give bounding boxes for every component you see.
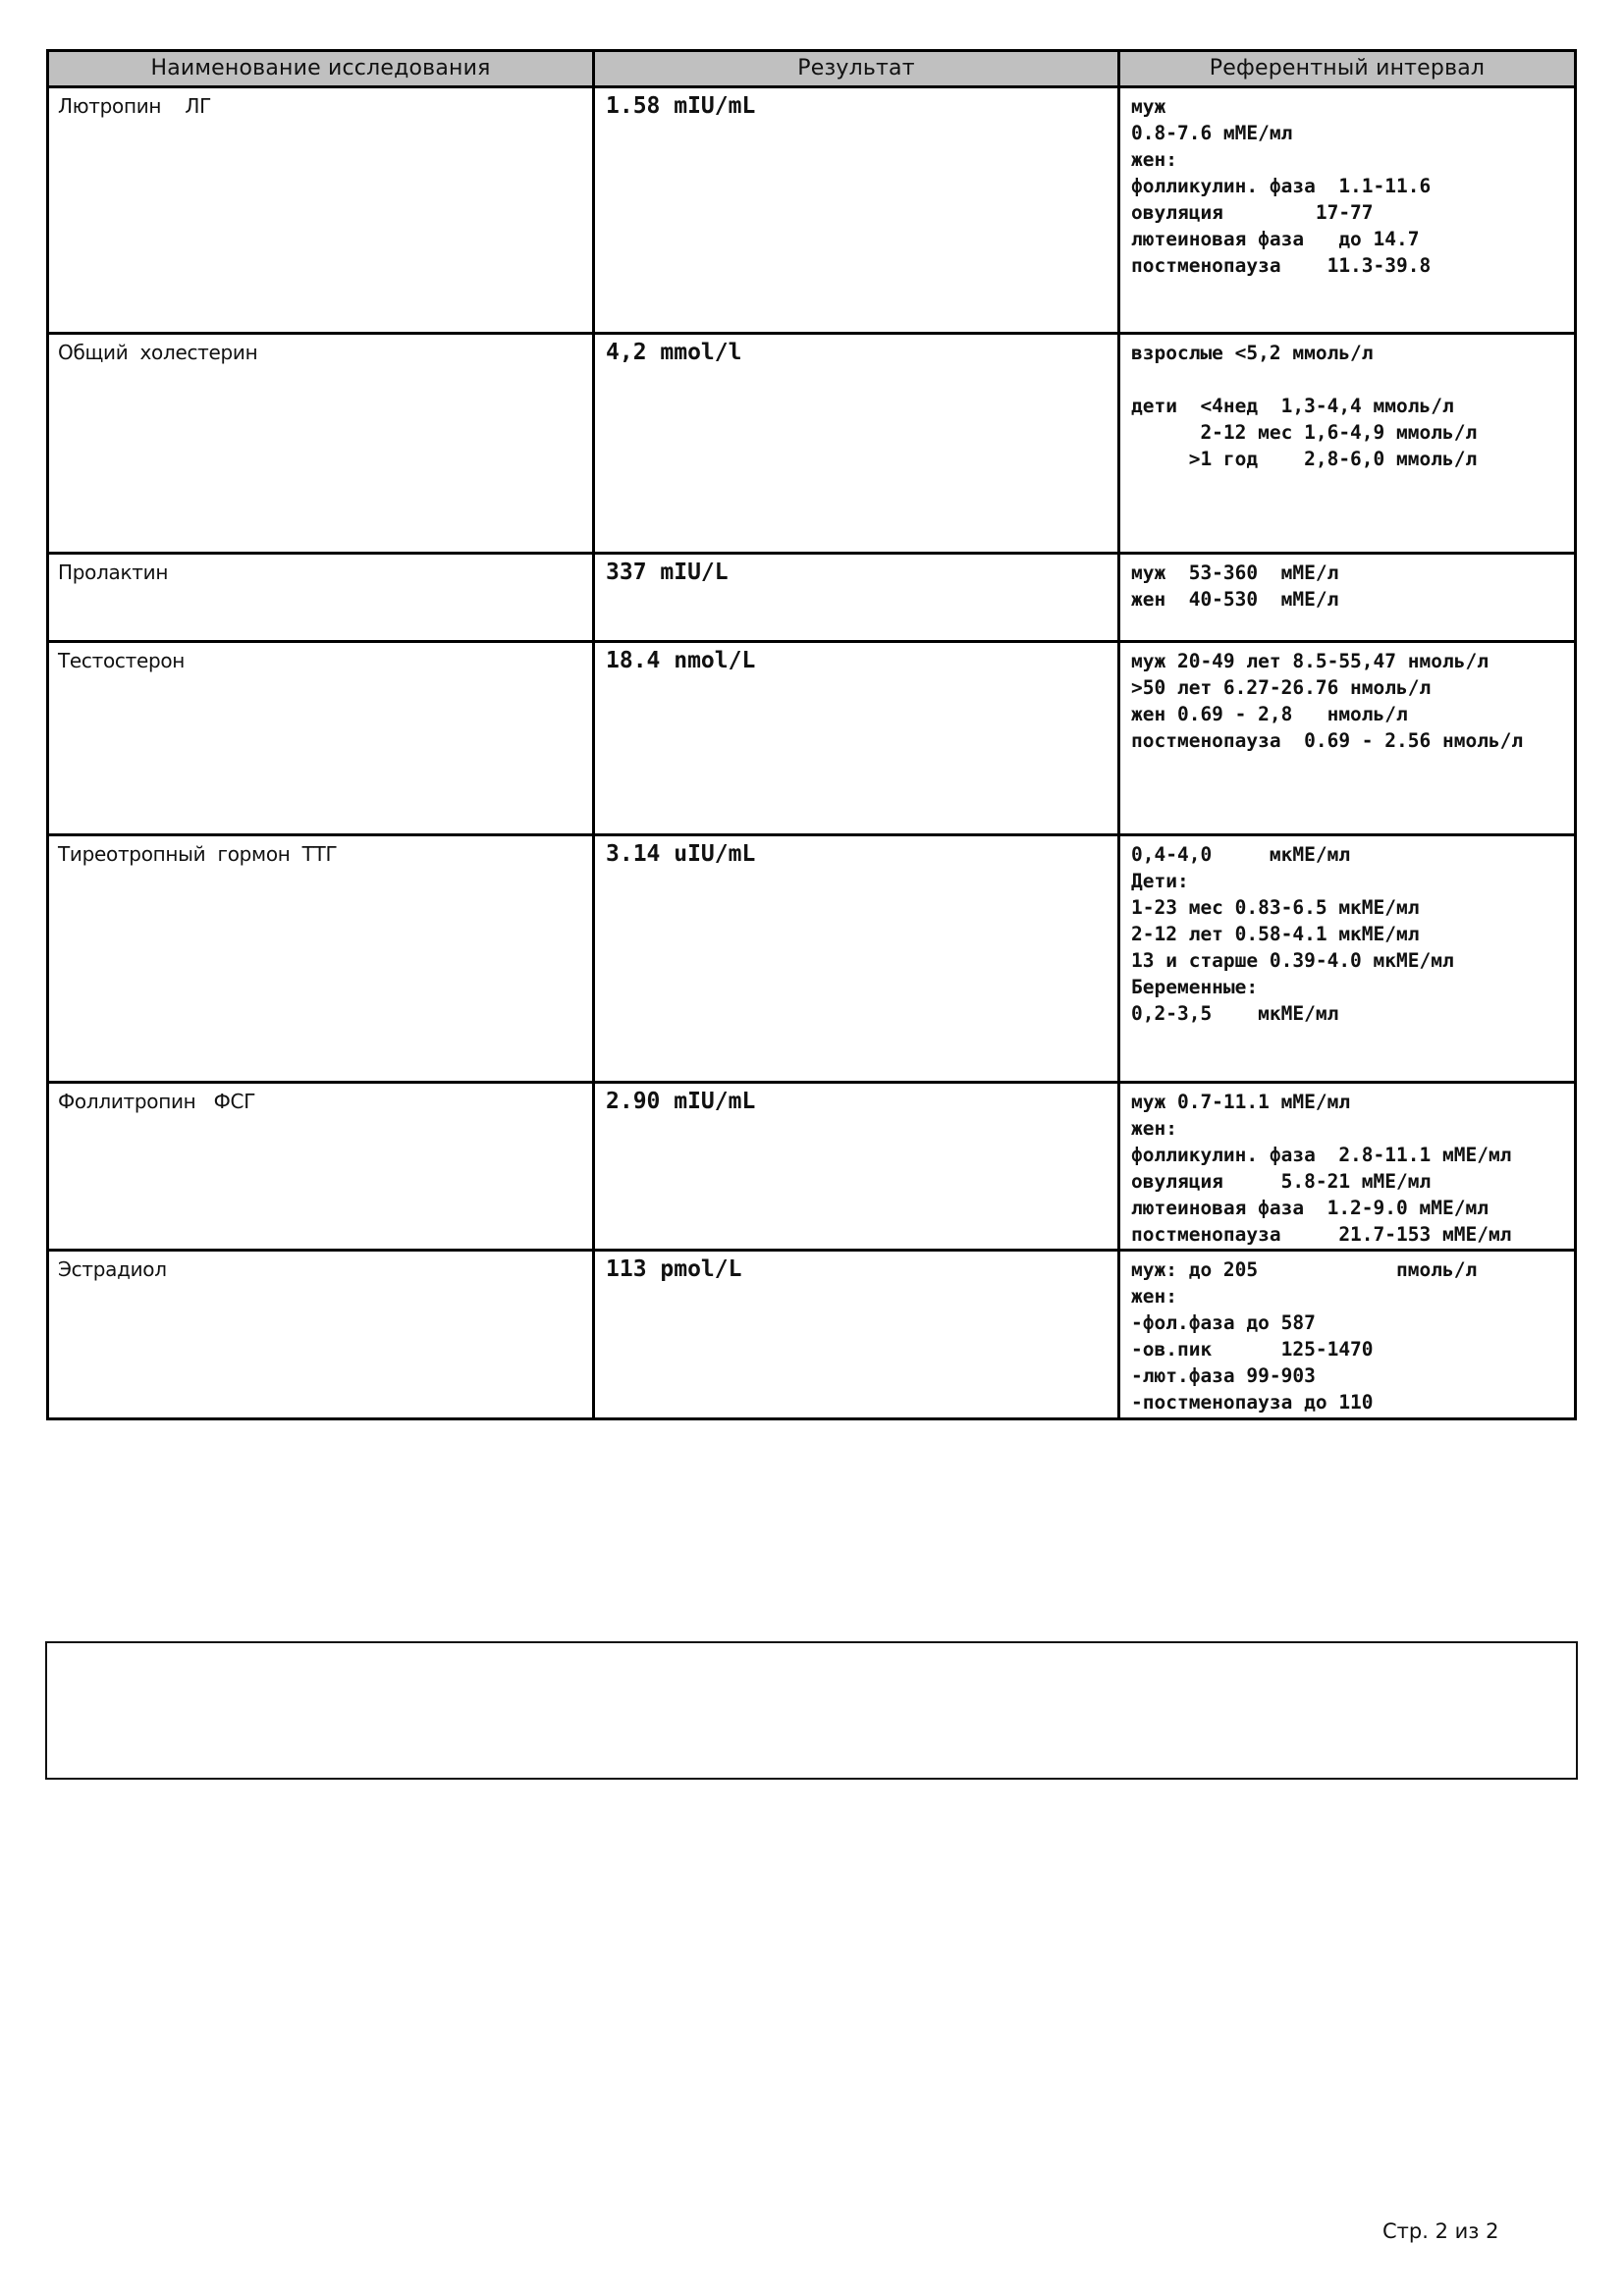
reference-line: взрослые <5,2 ммоль/л <box>1131 342 1374 364</box>
reference-line: Дети: <box>1131 870 1189 892</box>
reference-line: муж 53-360 мМЕ/л <box>1131 561 1339 584</box>
reference-line: -постменопауза до 110 <box>1131 1391 1374 1414</box>
table-row <box>48 554 1576 642</box>
page-number: Стр. 2 из 2 <box>1382 2219 1499 2243</box>
table-row <box>48 642 1576 835</box>
reference-line: 13 и старше 0.39-4.0 мкМЕ/мл <box>1131 949 1454 972</box>
reference-line: 2-12 лет 0.58-4.1 мкМЕ/мл <box>1131 923 1420 945</box>
reference-interval <box>1119 642 1576 835</box>
table-row <box>48 334 1576 554</box>
reference-interval <box>1119 1083 1576 1251</box>
reference-line: жен 0.69 - 2,8 нмоль/л <box>1131 703 1408 725</box>
test-result: 3.14 uIU/mL <box>594 835 1119 1083</box>
reference-line: -фол.фаза до 587 <box>1131 1311 1316 1334</box>
reference-line: лютеиновая фаза до 14.7 <box>1131 228 1420 250</box>
reference-line: муж 0.7-11.1 мМЕ/мл <box>1131 1091 1351 1113</box>
table-row <box>48 1083 1576 1251</box>
reference-line <box>1131 366 1574 393</box>
reference-line: постменопауза 11.3-39.8 <box>1131 254 1432 277</box>
reference-line: 0,4-4,0 мкМЕ/мл <box>1131 843 1351 866</box>
lab-results-table <box>46 49 1577 1420</box>
test-name: Фоллитропин ФСГ <box>48 1083 594 1251</box>
reference-interval <box>1119 87 1576 334</box>
test-result: 1.58 mIU/mL <box>594 87 1119 334</box>
reference-line: 1-23 мес 0.83-6.5 мкМЕ/мл <box>1131 896 1420 919</box>
column-header-test-name: Наименование исследования <box>48 51 594 87</box>
reference-line: муж 20-49 лет 8.5-55,47 нмоль/л <box>1131 650 1489 672</box>
test-result: 18.4 nmol/L <box>594 642 1119 835</box>
test-name: Пролактин <box>48 554 594 642</box>
test-name: Тестостерон <box>48 642 594 835</box>
test-name: Общий холестерин <box>48 334 594 554</box>
test-name: Лютропин ЛГ <box>48 87 594 334</box>
table-row <box>48 835 1576 1083</box>
test-result: 4,2 mmol/l <box>594 334 1119 554</box>
reference-line: постменопауза 21.7-153 мМЕ/мл <box>1131 1223 1512 1246</box>
reference-line: Беременные: <box>1131 976 1259 998</box>
table-row <box>48 87 1576 334</box>
reference-line: жен: <box>1131 1117 1177 1140</box>
reference-line: муж: до 205 пмоль/л <box>1131 1258 1478 1281</box>
reference-line: -лют.фаза 99-903 <box>1131 1364 1316 1387</box>
reference-line: постменопауза 0.69 - 2.56 нмоль/л <box>1131 729 1524 752</box>
column-header-result: Результат <box>594 51 1119 87</box>
reference-interval <box>1119 1251 1576 1419</box>
test-name: Тиреотропный гормон ТТГ <box>48 835 594 1083</box>
reference-line: дети <4нед 1,3-4,4 ммоль/л <box>1131 395 1454 417</box>
table-row <box>48 1251 1576 1419</box>
test-result: 113 pmol/L <box>594 1251 1119 1419</box>
reference-line: овуляция 5.8-21 мМЕ/мл <box>1131 1170 1432 1193</box>
table-header-row <box>48 51 1576 87</box>
test-result: 337 mIU/L <box>594 554 1119 642</box>
reference-line: фолликулин. фаза 2.8-11.1 мМЕ/мл <box>1131 1144 1512 1166</box>
reference-line: овуляция 17-77 <box>1131 201 1374 224</box>
reference-line: жен: <box>1131 148 1177 171</box>
notes-box <box>45 1641 1578 1780</box>
reference-line: 0.8-7.6 мМЕ/мл <box>1131 122 1293 144</box>
reference-line: жен: <box>1131 1285 1177 1308</box>
reference-line: >1 год 2,8-6,0 ммоль/л <box>1131 448 1478 470</box>
test-name: Эстрадиол <box>48 1251 594 1419</box>
reference-line: 0,2-3,5 мкМЕ/мл <box>1131 1002 1339 1025</box>
reference-line: -ов.пик 125-1470 <box>1131 1338 1374 1361</box>
reference-line: 2-12 мес 1,6-4,9 ммоль/л <box>1131 421 1478 444</box>
column-header-reference-interval: Референтный интервал <box>1119 51 1576 87</box>
reference-line: жен 40-530 мМЕ/л <box>1131 588 1339 611</box>
reference-line: муж <box>1131 95 1166 118</box>
reference-line: лютеиновая фаза 1.2-9.0 мМЕ/мл <box>1131 1197 1489 1219</box>
reference-line: фолликулин. фаза 1.1-11.6 <box>1131 175 1432 197</box>
reference-interval <box>1119 554 1576 642</box>
reference-line: >50 лет 6.27-26.76 нмоль/л <box>1131 676 1432 699</box>
reference-interval <box>1119 334 1576 554</box>
test-result: 2.90 mIU/mL <box>594 1083 1119 1251</box>
reference-interval <box>1119 835 1576 1083</box>
